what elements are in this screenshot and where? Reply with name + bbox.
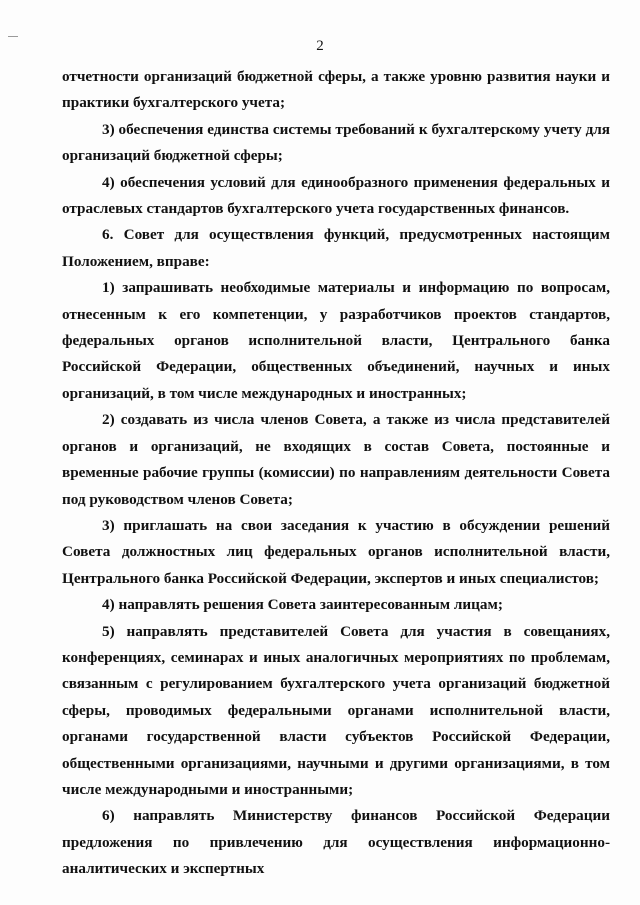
paragraph-item-3: 3) обеспечения единства системы требований к бухгалтерскому учету для организаций бюджетной сферы; — [62, 120, 610, 165]
paragraph-subitem-5: 5) направлять представителей Совета для участия в совещаниях, конференциях, семинарах и иных аналогичных мероприятиях по проблемам, связанным с регулированием бухгалтерского учета организаций бюджетной сферы, проводимых федеральными органами исполнительной власти, органами государственной власти субъектов Российской Федерации, общественными организациями, научными и другими организациями, в том числе международными и иностранными; — [62, 622, 610, 798]
paragraph-section-6: 6. Совет для осуществления функций, предусмотренных настоящим Положением, вправе: — [62, 226, 610, 270]
paragraph-subitem-6: 6) направлять Министерству финансов Российской Федерации предложения по привлечению для осуществления информационно-аналитических и экспертных — [62, 807, 610, 878]
document-body — [62, 64, 610, 883]
paragraph-subitem-4: 4) направлять решения Совета заинтересованным лицам; — [102, 596, 503, 614]
scan-edge-mark — [8, 36, 18, 37]
page-number: 2 — [316, 38, 324, 54]
paragraph-continuation: отчетности организаций бюджетной сферы, а также уровню развития науки и практики бухгалтерского учета; — [62, 68, 610, 112]
paragraph-item-4: 4) обеспечения условий для единообразного применения федеральных и отраслевых стандартов бухгалтерского учета государственных финансов. — [62, 173, 610, 218]
paragraph-subitem-2: 2) создавать из числа членов Совета, а также из числа представителей органов и организаций, не входящих в состав Совета, постоянные и временные рабочие группы (комиссии) по направлениям деятельности Совета под руководством членов Совета; — [62, 411, 610, 508]
paragraph-subitem-3: 3) приглашать на свои заседания к участию в обсуждении решений Совета должностных лиц федеральных органов исполнительной власти, Центрального банка Российской Федерации, экспертов и иных специалистов; — [62, 516, 610, 587]
paragraph-subitem-1: 1) запрашивать необходимые материалы и информацию по вопросам, отнесенным к его компетенции, у разработчиков проектов стандартов, федеральных органов исполнительной власти, Центрального банка Российской Федерации, общественных объединений, научных и иных организаций, в том числе международных и иностранных; — [62, 279, 610, 402]
